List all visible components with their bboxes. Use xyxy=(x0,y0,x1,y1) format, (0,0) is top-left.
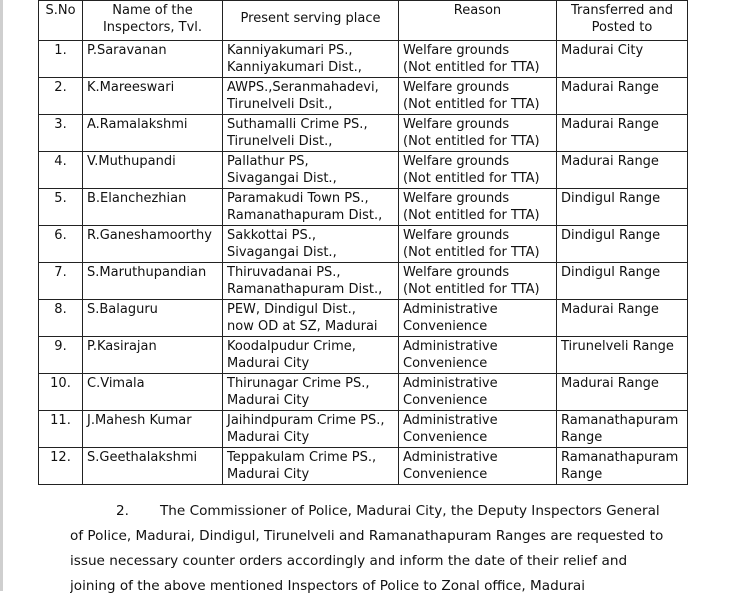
row-name xyxy=(83,115,223,152)
row-place xyxy=(223,41,399,78)
row-reason-text: Welfare grounds xyxy=(403,228,510,243)
row-reason-text: Welfare grounds xyxy=(403,154,510,169)
row-reason-text: Administrative xyxy=(403,450,498,465)
row-reason-text: Convenience xyxy=(403,393,488,408)
paragraph-number: 2. xyxy=(116,503,129,519)
header-reason: Reason xyxy=(399,1,557,41)
table-row xyxy=(39,374,688,411)
table-row xyxy=(39,448,688,485)
table-row xyxy=(39,337,688,374)
row-sno-text: 10. xyxy=(50,376,71,391)
row-sno xyxy=(39,226,83,263)
table-row xyxy=(39,115,688,152)
header-place: Present serving place xyxy=(223,1,399,41)
row-reason-text: Administrative xyxy=(403,339,498,354)
row-posted-text: Madurai Range xyxy=(561,154,659,169)
row-place-text: Madurai City xyxy=(227,356,310,371)
row-reason xyxy=(399,115,557,152)
row-sno xyxy=(39,152,83,189)
row-posted xyxy=(557,78,688,115)
row-reason xyxy=(399,78,557,115)
row-posted xyxy=(557,263,688,300)
row-reason xyxy=(399,41,557,78)
row-place-text: Madurai City xyxy=(227,430,310,445)
row-reason xyxy=(399,263,557,300)
row-posted-text: Ramanathapuram xyxy=(561,450,679,465)
row-name-text: P.Kasirajan xyxy=(87,339,157,354)
row-reason-text: Administrative xyxy=(403,376,498,391)
row-place xyxy=(223,189,399,226)
row-sno xyxy=(39,263,83,300)
row-name-text: C.Vimala xyxy=(87,376,145,391)
row-reason-text: Welfare grounds xyxy=(403,265,510,280)
table-header-row xyxy=(39,1,688,41)
row-place-text: Sivagangai Dist., xyxy=(227,245,337,260)
row-name xyxy=(83,411,223,448)
row-posted xyxy=(557,152,688,189)
row-place-text: Jaihindpuram Crime PS., xyxy=(227,413,385,428)
row-name xyxy=(83,374,223,411)
row-sno-text: 8. xyxy=(54,302,67,317)
row-name xyxy=(83,78,223,115)
row-reason-text: (Not entitled for TTA) xyxy=(403,208,540,223)
row-place xyxy=(223,115,399,152)
row-sno xyxy=(39,448,83,485)
row-name-text: A.Ramalakshmi xyxy=(87,117,188,132)
row-posted xyxy=(557,300,688,337)
row-sno xyxy=(39,374,83,411)
row-place xyxy=(223,374,399,411)
row-place-text: AWPS.,Seranmahadevi, xyxy=(227,80,379,95)
row-sno xyxy=(39,78,83,115)
row-posted xyxy=(557,411,688,448)
row-reason-text: (Not entitled for TTA) xyxy=(403,171,540,186)
row-reason-text: (Not entitled for TTA) xyxy=(403,282,540,297)
row-name xyxy=(83,41,223,78)
row-sno-text: 12. xyxy=(50,450,71,465)
row-posted-text: Tirunelveli Range xyxy=(561,339,674,354)
row-name-text: J.Mahesh Kumar xyxy=(87,413,192,428)
row-posted-text: Madurai Range xyxy=(561,302,659,317)
row-place-text: Thirunagar Crime PS., xyxy=(227,376,370,391)
row-place-text: PEW, Dindigul Dist., xyxy=(227,302,356,317)
row-posted-text: Dindigul Range xyxy=(561,228,661,243)
table-row xyxy=(39,41,688,78)
row-name xyxy=(83,337,223,374)
row-place-text: Ramanathapuram Dist., xyxy=(227,282,383,297)
row-posted xyxy=(557,337,688,374)
row-reason-text: (Not entitled for TTA) xyxy=(403,60,540,75)
table-row xyxy=(39,226,688,263)
row-name-text: S.Geethalakshmi xyxy=(87,450,198,465)
row-name xyxy=(83,152,223,189)
row-place-text: Ramanathapuram Dist., xyxy=(227,208,383,223)
row-sno xyxy=(39,189,83,226)
row-place-text: Koodalpudur Crime, xyxy=(227,339,356,354)
row-place xyxy=(223,263,399,300)
row-name-text: B.Elanchezhian xyxy=(87,191,187,206)
row-name-text: S.Balaguru xyxy=(87,302,158,317)
row-posted-text: Range xyxy=(561,467,603,482)
row-sno-text: 6. xyxy=(54,228,67,243)
row-posted xyxy=(557,189,688,226)
row-place-text: Tirunelveli Dist., xyxy=(227,134,333,149)
scan-edge xyxy=(0,0,3,591)
row-reason xyxy=(399,337,557,374)
row-posted xyxy=(557,448,688,485)
row-place-text: Tirunelveli Dsit., xyxy=(227,97,333,112)
row-reason-text: Welfare grounds xyxy=(403,191,510,206)
row-sno-text: 5. xyxy=(54,191,67,206)
row-posted-text: Dindigul Range xyxy=(561,265,661,280)
row-posted-text: Madurai Range xyxy=(561,376,659,391)
row-sno-text: 9. xyxy=(54,339,67,354)
row-posted xyxy=(557,226,688,263)
row-sno-text: 11. xyxy=(50,413,71,428)
paragraph-2 xyxy=(70,499,682,599)
row-place-text: Teppakulam Crime PS., xyxy=(227,450,377,465)
row-name-text: P.Saravanan xyxy=(87,43,167,58)
row-place-text: Paramakudi Town PS., xyxy=(227,191,369,206)
row-place-text: now OD at SZ, Madurai xyxy=(227,319,378,334)
paragraph-line-4: joining of the above mentioned Inspectors of Police to Zonal office, Madurai xyxy=(70,578,586,594)
table-row xyxy=(39,263,688,300)
row-reason-text: Convenience xyxy=(403,430,488,445)
row-sno-text: 1. xyxy=(54,43,67,58)
row-posted xyxy=(557,115,688,152)
row-sno xyxy=(39,115,83,152)
row-place-text: Pallathur PS, xyxy=(227,154,309,169)
paragraph-line-2: of Police, Madurai, Dindigul, Tirunelveli and Ramanathapuram Ranges are requested to xyxy=(70,528,664,544)
row-name xyxy=(83,448,223,485)
row-name xyxy=(83,226,223,263)
table-row xyxy=(39,411,688,448)
paragraph-line-3: issue necessary counter orders accordingly and inform the date of their relief and xyxy=(70,553,628,569)
row-reason xyxy=(399,189,557,226)
row-name-text: K.Mareeswari xyxy=(87,80,175,95)
row-sno-text: 7. xyxy=(54,265,67,280)
row-sno-text: 2. xyxy=(54,80,67,95)
row-name-text: S.Maruthupandian xyxy=(87,265,207,280)
row-posted xyxy=(557,41,688,78)
row-posted-text: Madurai City xyxy=(561,43,644,58)
row-name-text: R.Ganeshamoorthy xyxy=(87,228,212,243)
row-name xyxy=(83,189,223,226)
row-name xyxy=(83,263,223,300)
paragraph-line-1: The Commissioner of Police, Madurai City, the Deputy Inspectors General xyxy=(160,503,660,519)
row-posted-text: Madurai Range xyxy=(561,117,659,132)
header-sno: S.No xyxy=(39,1,83,41)
row-reason xyxy=(399,448,557,485)
row-reason-text: Welfare grounds xyxy=(403,117,510,132)
row-reason xyxy=(399,374,557,411)
row-posted-text: Dindigul Range xyxy=(561,191,661,206)
header-posted: Transferred and Posted to xyxy=(557,1,688,41)
row-place xyxy=(223,411,399,448)
row-name xyxy=(83,300,223,337)
row-place xyxy=(223,300,399,337)
row-sno xyxy=(39,337,83,374)
row-sno xyxy=(39,300,83,337)
row-sno-text: 4. xyxy=(54,154,67,169)
row-place-text: Kanniyakumari Dist., xyxy=(227,60,362,75)
row-name-text: V.Muthupandi xyxy=(87,154,176,169)
row-posted-text: Range xyxy=(561,430,603,445)
row-sno-text: 3. xyxy=(54,117,67,132)
row-reason-text: (Not entitled for TTA) xyxy=(403,97,540,112)
row-place xyxy=(223,337,399,374)
table-row xyxy=(39,78,688,115)
row-posted-text: Madurai Range xyxy=(561,80,659,95)
row-place xyxy=(223,226,399,263)
table-row xyxy=(39,189,688,226)
table-row xyxy=(39,300,688,337)
row-reason-text: Administrative xyxy=(403,413,498,428)
row-place-text: Sakkottai PS., xyxy=(227,228,317,243)
row-reason xyxy=(399,300,557,337)
row-place-text: Madurai City xyxy=(227,467,310,482)
row-place-text: Madurai City xyxy=(227,393,310,408)
row-reason xyxy=(399,152,557,189)
row-posted-text: Ramanathapuram xyxy=(561,413,679,428)
row-place xyxy=(223,448,399,485)
row-reason-text: Convenience xyxy=(403,467,488,482)
row-reason-text: Welfare grounds xyxy=(403,43,510,58)
row-sno xyxy=(39,41,83,78)
row-reason-text: (Not entitled for TTA) xyxy=(403,134,540,149)
row-place-text: Kanniyakumari PS., xyxy=(227,43,353,58)
transfer-table xyxy=(38,0,688,485)
row-reason xyxy=(399,411,557,448)
row-reason-text: Convenience xyxy=(403,319,488,334)
row-place-text: Sivagangai Dist., xyxy=(227,171,337,186)
row-place xyxy=(223,152,399,189)
row-posted xyxy=(557,374,688,411)
row-place-text: Thiruvadanai PS., xyxy=(227,265,341,280)
row-place xyxy=(223,78,399,115)
table-row xyxy=(39,152,688,189)
row-place-text: Suthamalli Crime PS., xyxy=(227,117,368,132)
row-sno xyxy=(39,411,83,448)
header-name: Name of the Inspectors, Tvl. xyxy=(83,1,223,41)
row-reason-text: Administrative xyxy=(403,302,498,317)
row-reason-text: Convenience xyxy=(403,356,488,371)
row-reason-text: (Not entitled for TTA) xyxy=(403,245,540,260)
row-reason xyxy=(399,226,557,263)
row-reason-text: Welfare grounds xyxy=(403,80,510,95)
